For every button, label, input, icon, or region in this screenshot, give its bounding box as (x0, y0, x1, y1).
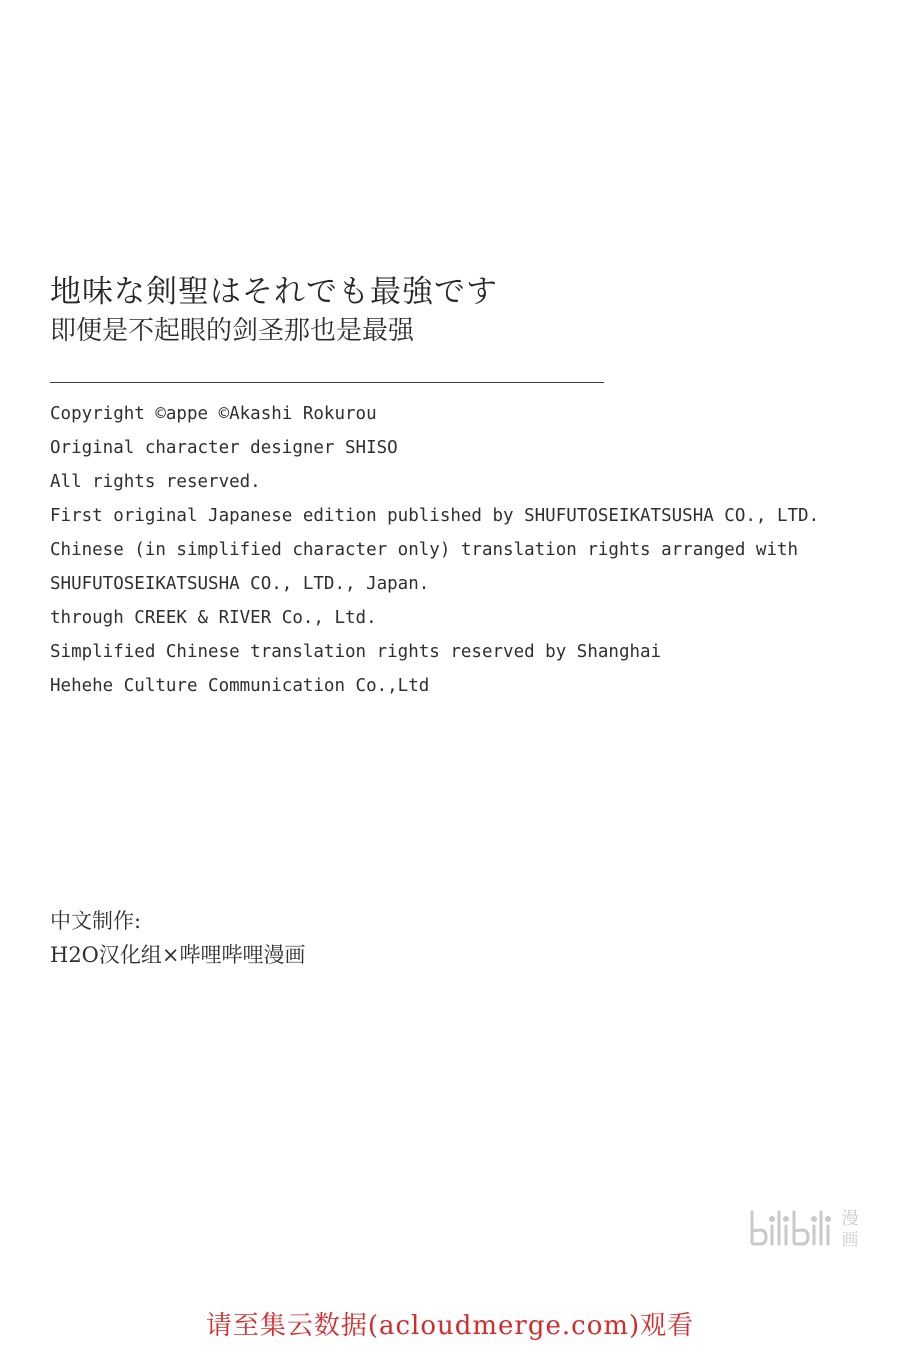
copyright-line: First original Japanese edition published by SHUFUTOSEIKATSUSHA CO., LTD. (50, 506, 820, 526)
copyright-line: Hehehe Culture Communication Co.,Ltd (50, 676, 430, 696)
credits-team: H2O汉化组×哔哩哔哩漫画 (50, 943, 306, 967)
chinese-title: 即便是不起眼的剑圣那也是最强 (50, 316, 415, 346)
copyright-line: Copyright ©appe ©Akashi Rokurou (50, 404, 377, 424)
svg-text:画: 画 (841, 1230, 859, 1250)
copyright-line: Chinese (in simplified character only) translation rights arranged with (50, 540, 799, 560)
copyright-line: Simplified Chinese translation rights reserved by Shanghai (50, 642, 662, 662)
copyright-line: through CREEK & RIVER Co., Ltd. (50, 608, 377, 628)
bilibili-logo-watermark (748, 1204, 870, 1250)
copyright-line: Original character designer SHISO (50, 438, 398, 458)
copyright-block (50, 397, 819, 703)
svg-text:漫: 漫 (841, 1209, 859, 1229)
title-divider (50, 382, 604, 383)
footer-notice: 请至集云数据(acloudmerge.com)观看 (205, 1311, 695, 1341)
copyright-line: All rights reserved. (50, 472, 261, 492)
credits-block (50, 904, 306, 972)
japanese-title: 地味な剣聖はそれでも最強です (50, 274, 498, 310)
credits-heading: 中文制作: (50, 909, 142, 933)
copyright-line: SHUFUTOSEIKATSUSHA CO., LTD., Japan. (50, 574, 430, 594)
